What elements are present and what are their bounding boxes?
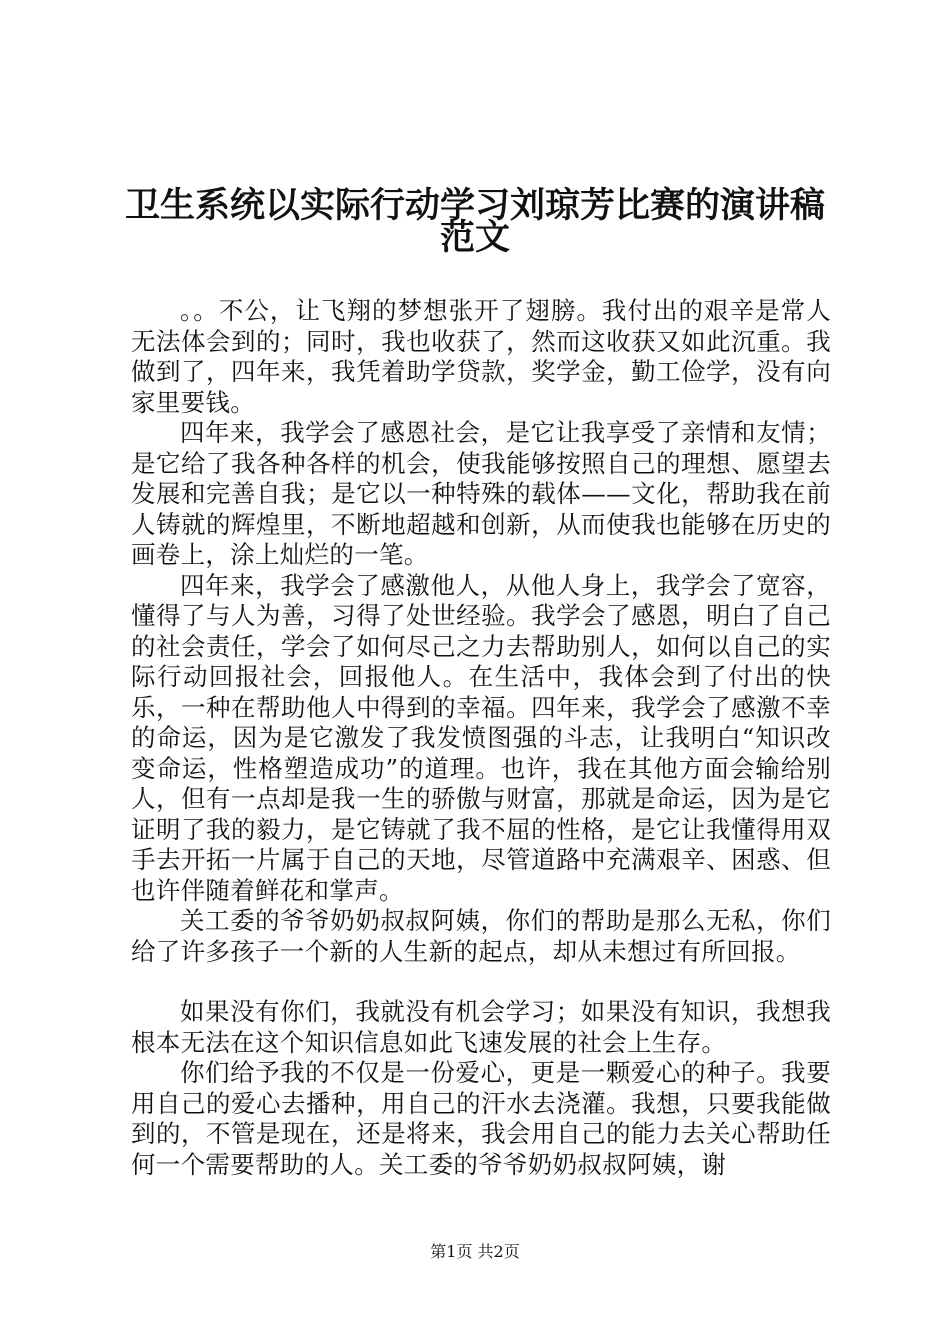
- document-title-line-1: 卫生系统以实际行动学习刘琼芳比赛的演讲稿: [124, 185, 825, 226]
- paragraph: 如果没有你们，我就没有机会学习；如果没有知识，我想我根本无法在这个知识信息如此飞速发展的社会上生存。: [131, 997, 831, 1057]
- paragraph: 关工委的爷爷奶奶叔叔阿姨，你们的帮助是那么无私，你们给了许多孩子一个新的人生新的起点，却从未想过有所回报。: [131, 906, 831, 966]
- paragraph: 四年来，我学会了感激他人，从他人身上，我学会了宽容，懂得了与人为善，习得了处世经验。我学会了感恩，明白了自己的社会责任，学会了如何尽己之力去帮助别人，如何以自己的实际行动回报社会，回报他人。在生活中，我体会到了付出的快乐，一种在帮助他人中得到的幸福。四年来，我学会了感激不幸的命运，因为是它激发了我发愤图强的斗志，让我明白“知识改变命运，性格塑造成功”的道理。也许，我在其他方面会输给别人，但有一点却是我一生的骄傲与财富，那就是命运，因为是它证明了我的毅力，是它铸就了我不屈的性格，是它让我懂得用双手去开拓一片属于自己的天地，尽管道路中充满艰辛、困惑、但也许伴随着鲜花和掌声。: [131, 570, 831, 905]
- document-title-line-2: 范文: [439, 217, 510, 258]
- page-number-footer: 第1页 共2页: [430, 1242, 520, 1261]
- document-body: [131, 296, 831, 1180]
- paragraph: 四年来，我学会了感恩社会，是它让我享受了亲情和友情；是它给了我各种各样的机会，使我能够按照自己的理想、愿望去发展和完善自我；是它以一种特殊的载体——文化，帮助我在前人铸就的辉煌里，不断地超越和创新，从而使我也能够在历史的画卷上，涂上灿烂的一笔。: [131, 418, 831, 569]
- paragraph: 。。不公，让飞翔的梦想张开了翅膀。我付出的艰辛是常人无法体会到的；同时，我也收获了，然而这收获又如此沉重。我做到了，四年来，我凭着助学贷款，奖学金，勤工俭学，没有向家里要钱。: [131, 296, 831, 417]
- paragraph: 你们给予我的不仅是一份爱心，更是一颗爱心的种子。我要用自己的爱心去播种，用自己的汗水去浇灌。我想，只要我能做到的，不管是现在，还是将来，我会用自己的能力去关心帮助任何一个需要帮助的人。关工委的爷爷奶奶叔叔阿姨，谢: [131, 1058, 831, 1179]
